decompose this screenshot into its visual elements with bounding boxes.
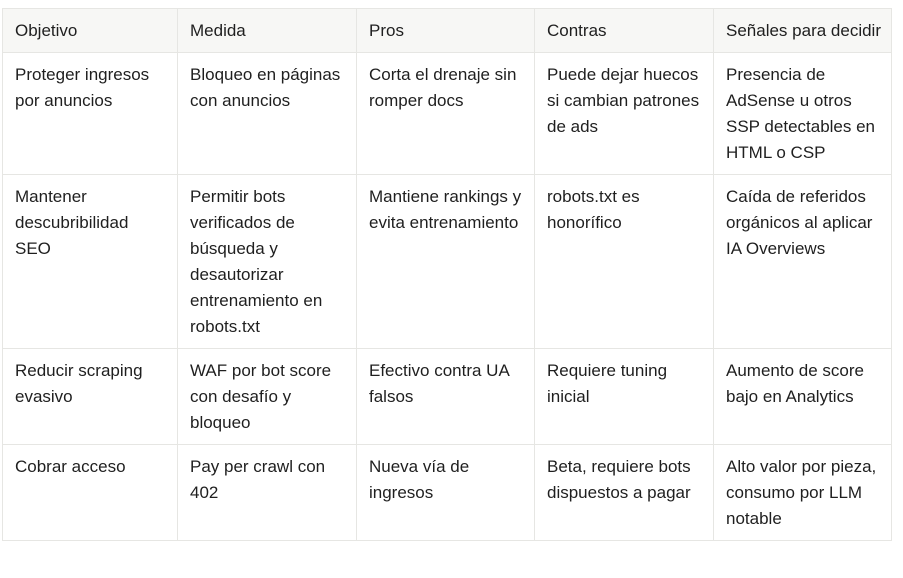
table-cell: Reducir scraping evasivo bbox=[3, 349, 178, 445]
table-cell: Caída de referidos orgánicos al aplicar IA Overviews bbox=[714, 175, 892, 349]
table-cell: Aumento de score bajo en Analytics bbox=[714, 349, 892, 445]
table-cell: Puede dejar huecos si cambian patrones de ads bbox=[535, 53, 714, 175]
header-medida: Medida bbox=[178, 9, 357, 53]
header-pros: Pros bbox=[357, 9, 535, 53]
table-cell: Corta el drenaje sin romper docs bbox=[357, 53, 535, 175]
table-cell: Pay per crawl con 402 bbox=[178, 445, 357, 541]
table-row bbox=[3, 445, 892, 541]
table-cell: Efectivo contra UA falsos bbox=[357, 349, 535, 445]
table-cell: Alto valor por pieza, consumo por LLM notable bbox=[714, 445, 892, 541]
table-cell: Beta, requiere bots dispuestos a pagar bbox=[535, 445, 714, 541]
table-cell: robots.txt es honorífico bbox=[535, 175, 714, 349]
table-row bbox=[3, 53, 892, 175]
header-senales: Señales para decidir bbox=[714, 9, 892, 53]
header-objetivo: Objetivo bbox=[3, 9, 178, 53]
header-row bbox=[3, 9, 892, 53]
table-cell: Mantener descubribilidad SEO bbox=[3, 175, 178, 349]
table-cell: Nueva vía de ingresos bbox=[357, 445, 535, 541]
table-cell: Mantiene rankings y evita entrenamiento bbox=[357, 175, 535, 349]
header-contras: Contras bbox=[535, 9, 714, 53]
table-cell: Requiere tuning inicial bbox=[535, 349, 714, 445]
comparison-table bbox=[2, 8, 892, 541]
table-cell: Presencia de AdSense u otros SSP detectables en HTML o CSP bbox=[714, 53, 892, 175]
table-cell: Permitir bots verificados de búsqueda y desautorizar entrenamiento en robots.txt bbox=[178, 175, 357, 349]
table-row bbox=[3, 175, 892, 349]
table-cell: Cobrar acceso bbox=[3, 445, 178, 541]
table-cell: Bloqueo en páginas con anuncios bbox=[178, 53, 357, 175]
table-cell: Proteger ingresos por anuncios bbox=[3, 53, 178, 175]
table-row bbox=[3, 349, 892, 445]
table-cell: WAF por bot score con desafío y bloqueo bbox=[178, 349, 357, 445]
